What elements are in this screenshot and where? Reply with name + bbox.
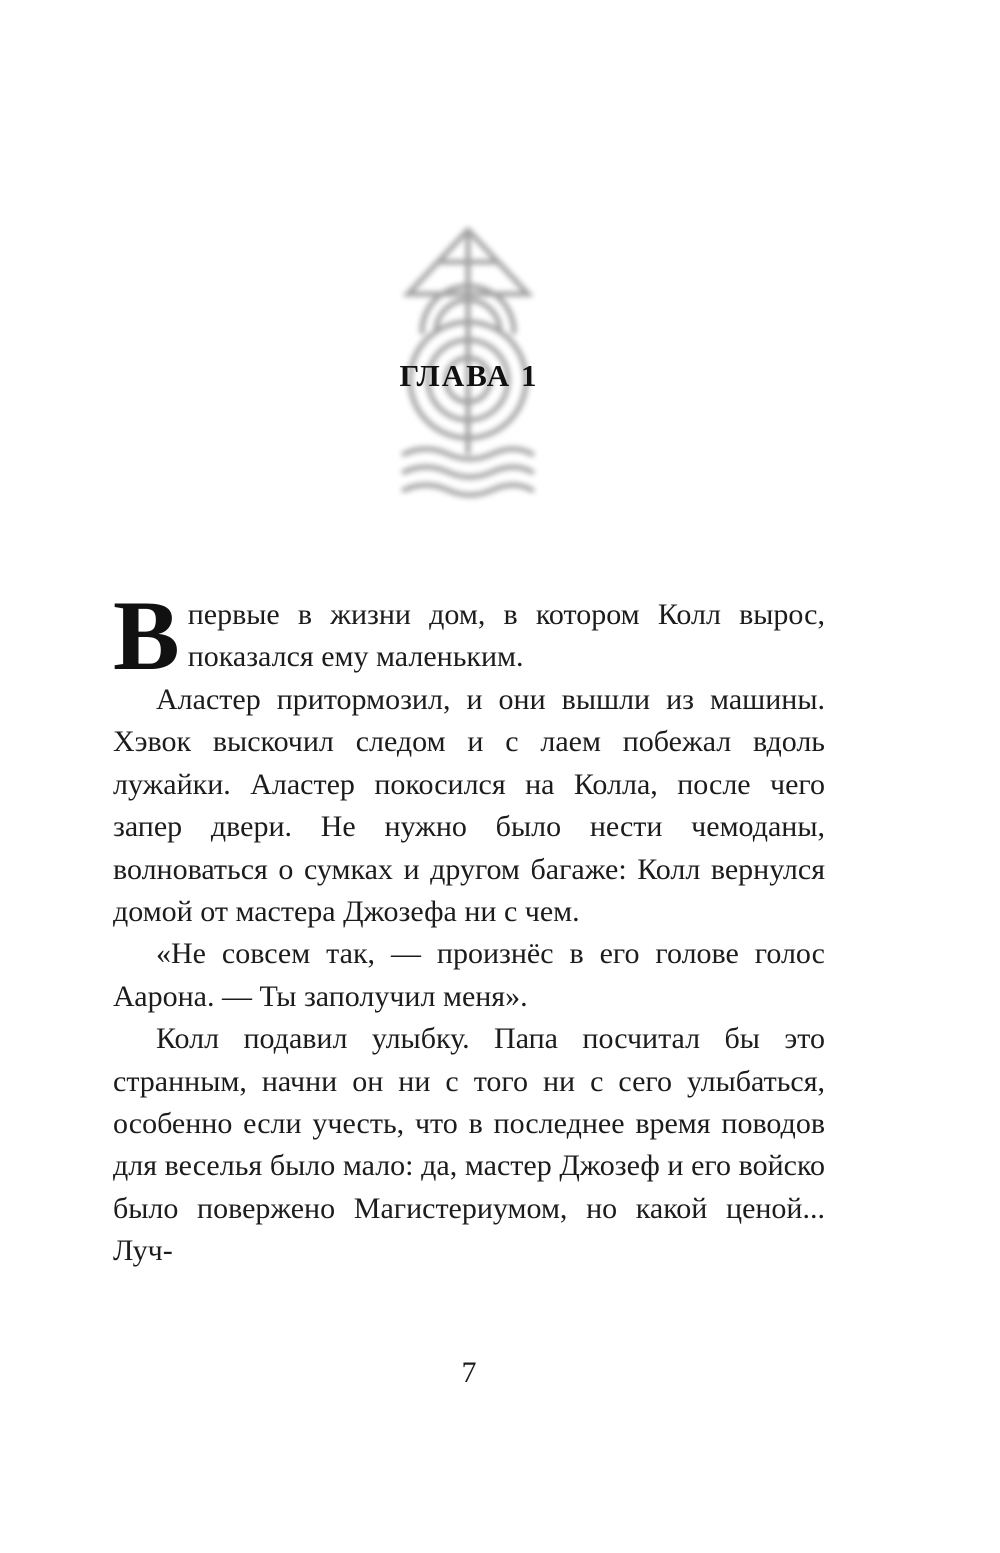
paragraph-3: «Не совсем так, — произнёс в его голове голос Аарона. — Ты заполучил меня». — [113, 937, 825, 1013]
paragraph-1 — [113, 580, 825, 691]
drop-cap: В — [113, 580, 180, 691]
paragraph-1-text: первые в жизни дом, в котором Колл вырос, показался ему маленьким. — [187, 598, 825, 674]
chapter-body — [113, 580, 825, 1273]
paragraph-4: Колл подавил улыбку. Папа посчитал бы это странным, начни он ни с того ни с сего улыбаться, особенно если учесть, что в последнее время поводов для веселья было мало: да, мастер Джозеф и его войско было повержено Магистериумом, но какой ценой... Луч- — [113, 1022, 825, 1268]
page-number: 7 — [461, 1356, 477, 1389]
chapter-title: ГЛАВА 1 — [399, 358, 539, 393]
paragraph-2: Аластер притормозил, и они вышли из машины. Хэвок выскочил следом и с лаем побежал вдоль лужайки. Аластер покосился на Колла, после чего запер двери. Не нужно было нести чемоданы, волноваться о сумках и другом багаже: Колл вернулся домой от мастера Джозефа ни с чем. — [113, 683, 825, 929]
